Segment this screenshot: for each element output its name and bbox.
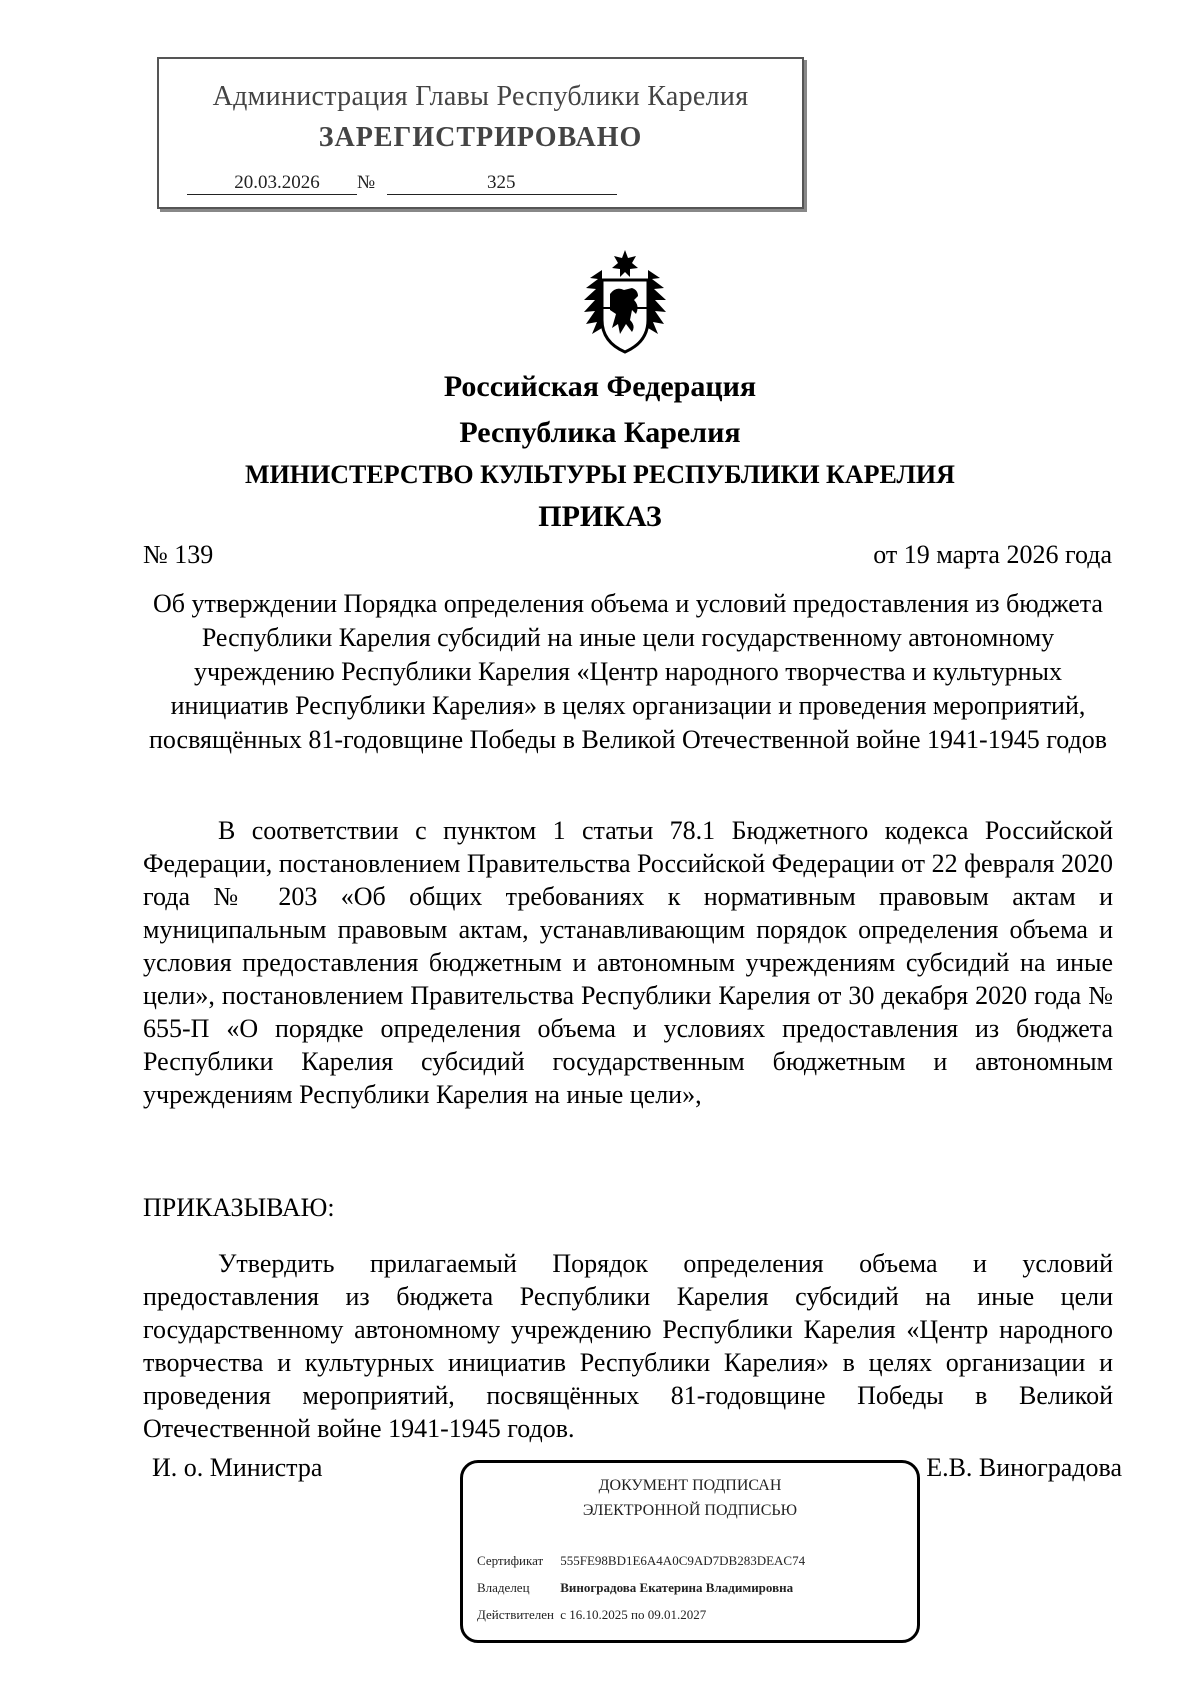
owner-row (477, 1580, 793, 1596)
digital-signature-stamp (460, 1460, 920, 1643)
order-number: № 139 (143, 540, 214, 569)
certificate-label: Сертификат (477, 1553, 544, 1568)
document-type: ПРИКАЗ (538, 500, 662, 533)
validity-row (477, 1607, 706, 1623)
owner-value: Виноградова Екатерина Владимировна (560, 1580, 794, 1595)
coat-of-arms-icon (580, 248, 670, 356)
validity-value: с 16.10.2025 по 09.01.2027 (560, 1607, 707, 1622)
stamp-authority: Администрация Главы Республики Карелия (212, 81, 749, 112)
registration-stamp (157, 57, 804, 209)
stamp-number: 325 (387, 172, 617, 195)
signer-name: Е.В. Виноградова (926, 1453, 1122, 1482)
stamp-date: 20.03.2026 (187, 172, 357, 195)
stamp-number-sign: № (357, 172, 376, 193)
header-region: Республика Карелия (459, 416, 741, 449)
document-title: Об утверждении Порядка определения объема и условий предоставления из бюджета Республики Карелия субсидий на иные цели государственному автономному учреждению Республики Карелия «Центр народного творчества и культурных инициатив Республики Карелия» в целях организации и проведения мероприятий, посвящённых 81-годовщине Победы в Великой Отечественной войне 1941-1945 годов (148, 589, 1107, 754)
certificate-row (477, 1553, 805, 1569)
owner-label: Владелец (477, 1580, 530, 1595)
order-word: ПРИКАЗЫВАЮ: (143, 1193, 335, 1222)
signature-heading-line2: ЭЛЕКТРОННОЙ ПОДПИСЬЮ (582, 1502, 798, 1519)
stamp-status: ЗАРЕГИСТРИРОВАНО (318, 122, 643, 153)
header-ministry: МИНИСТЕРСТВО КУЛЬТУРЫ РЕСПУБЛИКИ КАРЕЛИЯ (245, 460, 955, 489)
certificate-value: 555FE98BD1E6A4A0C9AD7DB283DEAC74 (560, 1553, 806, 1568)
order-date: от 19 марта 2026 года (873, 540, 1112, 569)
signer-position: И. о. Министра (152, 1453, 323, 1482)
preamble-paragraph: В соответствии с пунктом 1 статьи 78.1 Бюджетного кодекса Российской Федерации, постановлением Правительства Российской Федерации от 22 февраля 2020 года № 203 «Об общих требованиях к нормативным правовым актам и муниципальным правовым актам, устанавливающим порядок определения объема и условия предоставления бюджетным и автономным учреждениям субсидий на иные цели», постановлением Правительства Республики Карелия от 30 декабря 2020 года № 655-П «О порядке определения объема и условиях предоставления из бюджета Республики Карелия субсидий государственным бюджетным и автономным учреждениям Республики Карелия на иные цели», (143, 816, 1113, 1109)
decision-paragraph: Утвердить прилагаемый Порядок определения объема и условий предоставления из бюджета Республики Карелия субсидий на иные цели государственному автономному учреждению Республики Карелия «Центр народного творчества и культурных инициатив Республики Карелия» в целях организации и проведения мероприятий, посвящённых 81-годовщине Победы в Великой Отечественной войне 1941-1945 годов. (143, 1249, 1113, 1443)
header-country: Российская Федерация (443, 370, 757, 403)
validity-label: Действителен (477, 1607, 554, 1622)
signature-heading-line1: ДОКУМЕНТ ПОДПИСАН (598, 1477, 782, 1494)
